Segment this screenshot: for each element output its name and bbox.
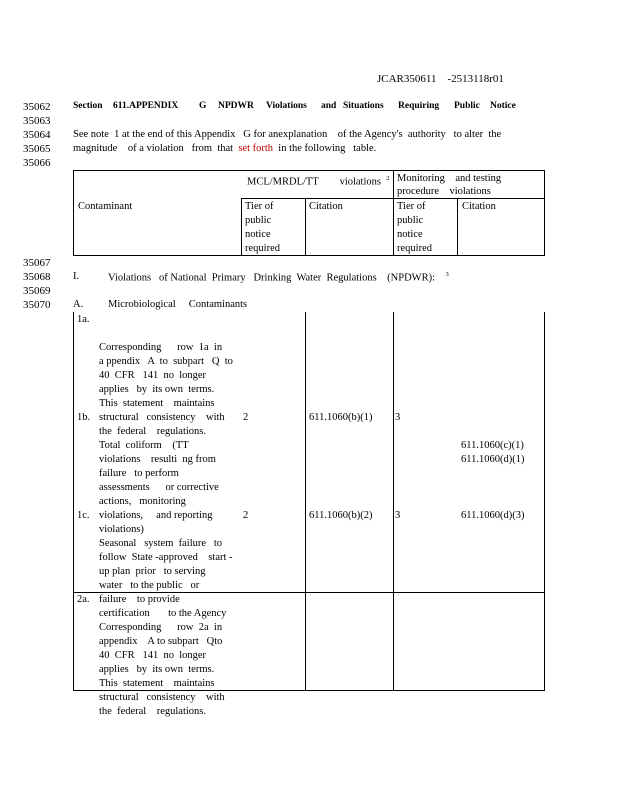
citation-header: Citation <box>309 201 343 212</box>
citation-value: 611.1060(b)(2) <box>309 510 373 521</box>
citation-value-monitoring: 611.1060(c)(1) 611.1060(d)(1) <box>461 440 525 465</box>
mcl-group-header: MCL/MRDL/TT violations $^2$ <box>247 175 390 188</box>
section-violations: Violations <box>266 101 307 111</box>
section-notice: Notice <box>490 101 516 111</box>
section-requiring: Requiring <box>398 101 440 111</box>
row-description: Corresponding row 1a in a ppendix A to subpart Q to 40 CFR 141 no longer applies by its own terms. This statement maintains structural consistency with the federal regulations. <box>99 342 233 437</box>
intro-line-1: See note 1 at the end of this Appendix G for anexplanation of the Agency's authority to alter the <box>73 129 502 140</box>
section-public: Public <box>454 101 480 111</box>
line-number: 35063 <box>23 115 51 127</box>
row-id: 2a. <box>77 594 90 605</box>
line-number: 35064 <box>23 129 51 141</box>
line-number: 35070 <box>23 299 51 311</box>
contaminant-header: Contaminant <box>78 201 133 212</box>
section-and: and <box>321 101 337 111</box>
row-id: 1a. <box>77 314 90 325</box>
line-number: 35067 <box>23 257 51 269</box>
tier-value: 2 <box>243 412 249 423</box>
line-number: 35068 <box>23 271 51 283</box>
tier-value-monitoring: 3 <box>395 412 401 423</box>
monitoring-group-header-1: Monitoring and testing <box>397 173 502 184</box>
tier-value: 2 <box>243 510 249 521</box>
section-situations: Situations <box>343 101 384 111</box>
line-number: 35062 <box>23 101 51 113</box>
monitoring-group-header-2: procedure violations <box>397 186 491 197</box>
part-a-heading: Microbiological Contaminants <box>108 299 248 310</box>
citation-value-monitoring: 611.1060(d)(3) <box>461 510 525 521</box>
section-number: 611.APPENDIX <box>113 101 179 111</box>
line-number: 35069 <box>23 285 51 297</box>
section-g: G <box>199 101 207 111</box>
part-i-heading: Violations of National Primary Drinking Water Regulations (NPDWR): $^3$ <box>108 271 449 284</box>
row-description: Corresponding row 2a in appendix A to subpart Qto 40 CFR 141 no longer applies by its own terms. This statement maintains structural consistency with the federal regulations. <box>99 622 225 717</box>
row-id: 1b. <box>77 412 91 423</box>
line-number: 35066 <box>23 157 51 169</box>
row-description: Total coliform (TT violations resulti ng from failure to perform assessments or corrective actions, monitoring violations, and reporting violations) <box>99 440 219 535</box>
section-label: Section <box>73 101 103 111</box>
set-forth-link[interactable]: set forth <box>238 143 274 154</box>
document-id: JCAR350611 -2513118r01 <box>377 73 504 85</box>
intro-line-2: magnitude of a violation from that set forth in the following table. <box>73 143 377 154</box>
citation-value: 611.1060(b)(1) <box>309 412 373 423</box>
tier-header-monitoring: Tier of public notice required <box>397 201 432 254</box>
line-number: 35065 <box>23 143 51 155</box>
tier-value-monitoring: 3 <box>395 510 401 521</box>
part-a-letter: A. <box>73 299 84 310</box>
row-description: Seasonal system failure to follow State -approved start - up plan prior to serving water to the public or failure to provide certification to the Agency <box>99 538 233 619</box>
row-id: 1c. <box>77 510 90 521</box>
tier-header: Tier of public notice required <box>245 201 280 254</box>
section-npdwr: NPDWR <box>218 101 254 111</box>
citation-header-monitoring: Citation <box>462 201 496 212</box>
part-i-roman: I. <box>73 271 80 282</box>
